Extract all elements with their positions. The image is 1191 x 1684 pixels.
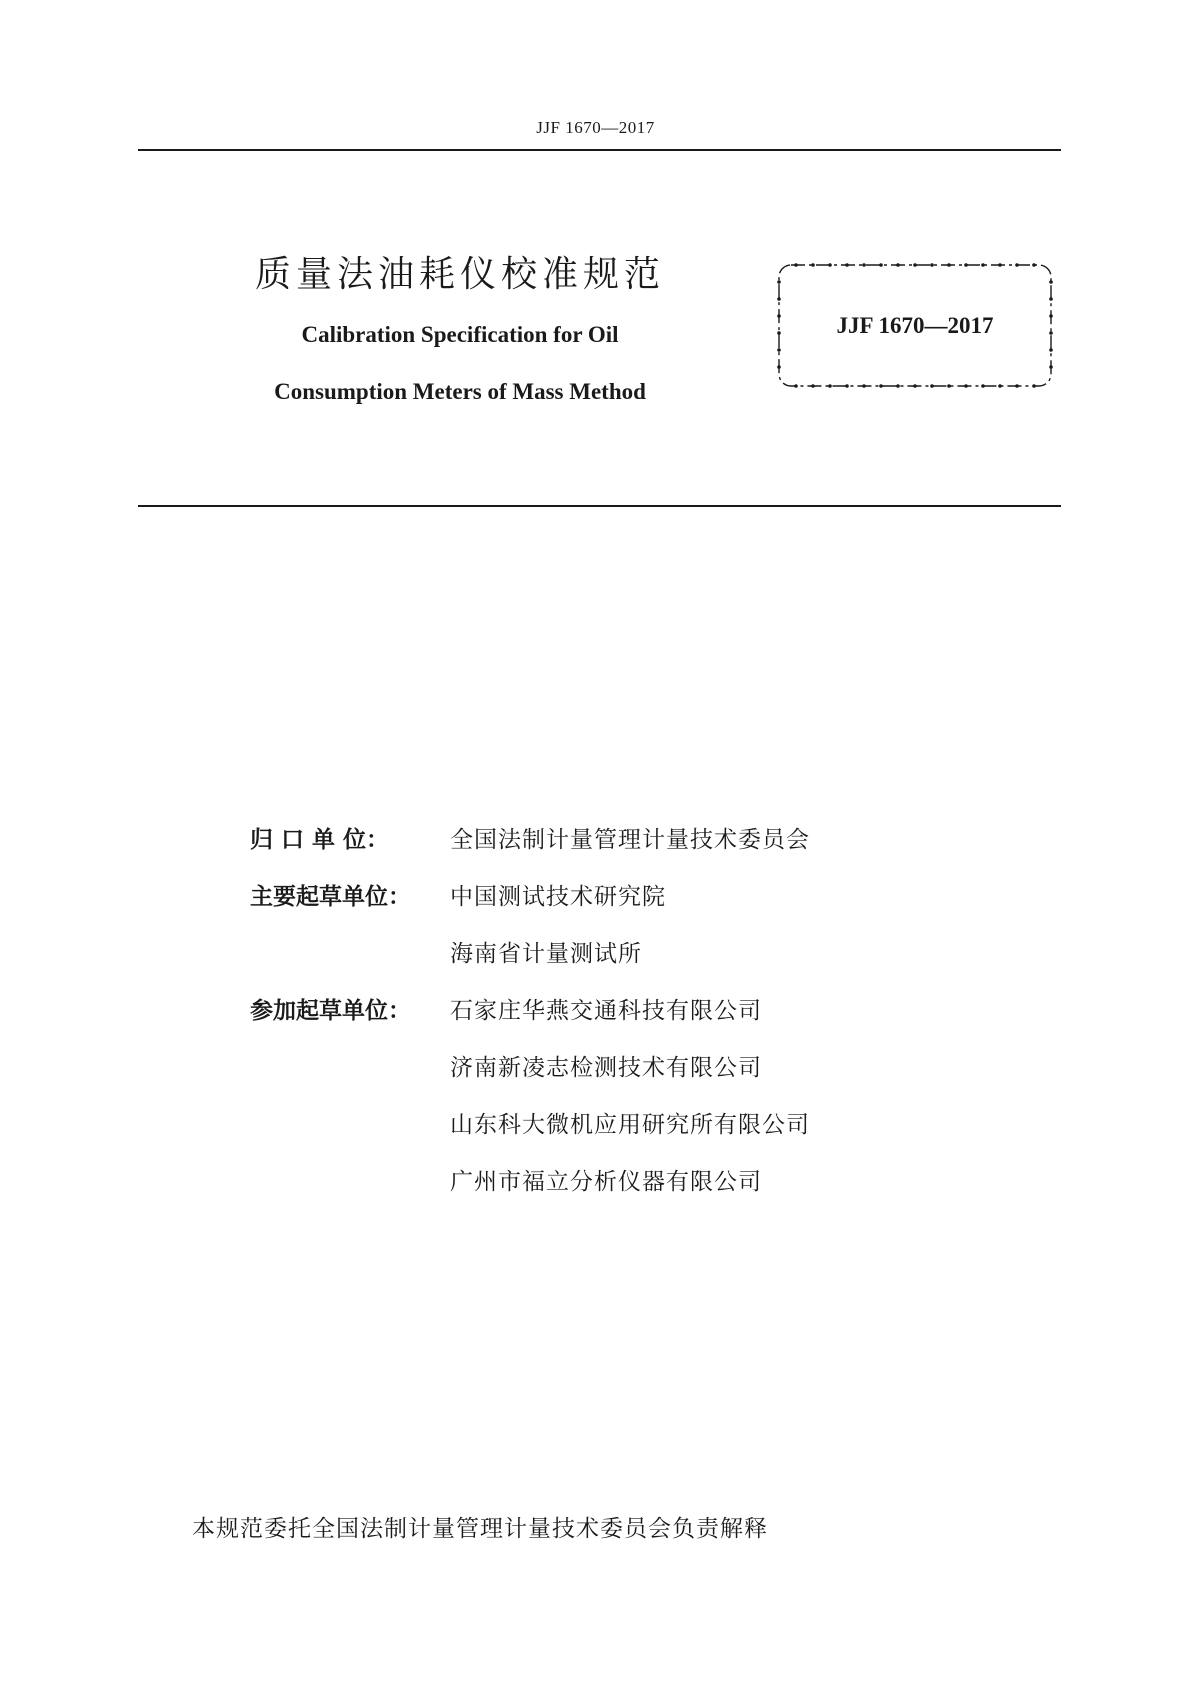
org-value: 济南新凌志检测技术有限公司 xyxy=(450,1055,762,1081)
border-dot xyxy=(811,263,815,267)
border-dot xyxy=(913,384,917,388)
border-dot xyxy=(777,365,781,369)
border-dot xyxy=(777,297,781,301)
border-dot xyxy=(1032,263,1036,267)
border-dot xyxy=(794,263,798,267)
border-dot xyxy=(811,384,815,388)
border-dot xyxy=(896,384,900,388)
org-row-responsible xyxy=(250,823,950,880)
border-dot xyxy=(896,263,900,267)
top-rule xyxy=(138,149,1061,151)
interpretation-note: 本规范委托全国法制计量管理计量技术委员会负责解释 xyxy=(192,1516,768,1542)
border-dot xyxy=(1032,384,1036,388)
title-english-line-1: Calibration Specification for Oil xyxy=(301,322,619,347)
border-dot xyxy=(879,384,883,388)
org-value: 中国测试技术研究院 xyxy=(450,884,666,910)
org-label: 归 口 单 位： xyxy=(250,827,390,853)
standard-code-box-text: JJF 1670—2017 xyxy=(836,313,994,338)
border-dot xyxy=(845,263,849,267)
border-dot xyxy=(845,384,849,388)
org-row-main-drafter xyxy=(250,937,950,994)
border-dot xyxy=(777,348,781,352)
border-dot xyxy=(828,263,832,267)
org-value: 全国法制计量管理计量技术委员会 xyxy=(450,827,810,853)
border-dot xyxy=(1049,348,1053,352)
org-label: 主要起草单位： xyxy=(250,884,411,910)
title-english-line-2: Consumption Meters of Mass Method xyxy=(274,379,646,404)
org-row-participating-drafter xyxy=(250,1051,950,1108)
border-dot xyxy=(1015,263,1019,267)
border-dot xyxy=(1049,297,1053,301)
org-value: 海南省计量测试所 xyxy=(450,941,642,967)
org-row-participating-drafter xyxy=(250,994,950,1051)
border-dot xyxy=(981,384,985,388)
org-row-participating-drafter xyxy=(250,1108,950,1165)
border-dot xyxy=(930,263,934,267)
bottom-rule xyxy=(138,505,1061,507)
border-dot xyxy=(964,384,968,388)
border-dot xyxy=(930,384,934,388)
border-dot xyxy=(1015,384,1019,388)
border-dot xyxy=(777,280,781,284)
border-dot xyxy=(794,384,798,388)
border-dot xyxy=(947,384,951,388)
header-standard-code: JJF 1670—2017 xyxy=(536,118,655,137)
border-dot xyxy=(913,263,917,267)
border-dot xyxy=(981,263,985,267)
border-dot xyxy=(1049,280,1053,284)
border-dot xyxy=(998,384,1002,388)
org-value: 山东科大微机应用研究所有限公司 xyxy=(450,1112,810,1138)
border-dot xyxy=(1049,365,1053,369)
border-dot xyxy=(828,384,832,388)
org-row-participating-drafter xyxy=(250,1165,950,1222)
org-value: 广州市福立分析仪器有限公司 xyxy=(450,1169,762,1195)
border-dot xyxy=(862,384,866,388)
border-dot xyxy=(947,263,951,267)
title-chinese: 质量法油耗仪校准规范 xyxy=(254,254,665,295)
org-row-main-drafter xyxy=(250,880,950,937)
org-label: 参加起草单位： xyxy=(250,998,411,1024)
drafting-organizations xyxy=(250,823,950,1222)
border-dot xyxy=(998,263,1002,267)
org-value: 石家庄华燕交通科技有限公司 xyxy=(450,998,762,1024)
standard-code-box xyxy=(776,262,1054,389)
border-dot xyxy=(879,263,883,267)
border-dot xyxy=(964,263,968,267)
border-dot xyxy=(862,263,866,267)
